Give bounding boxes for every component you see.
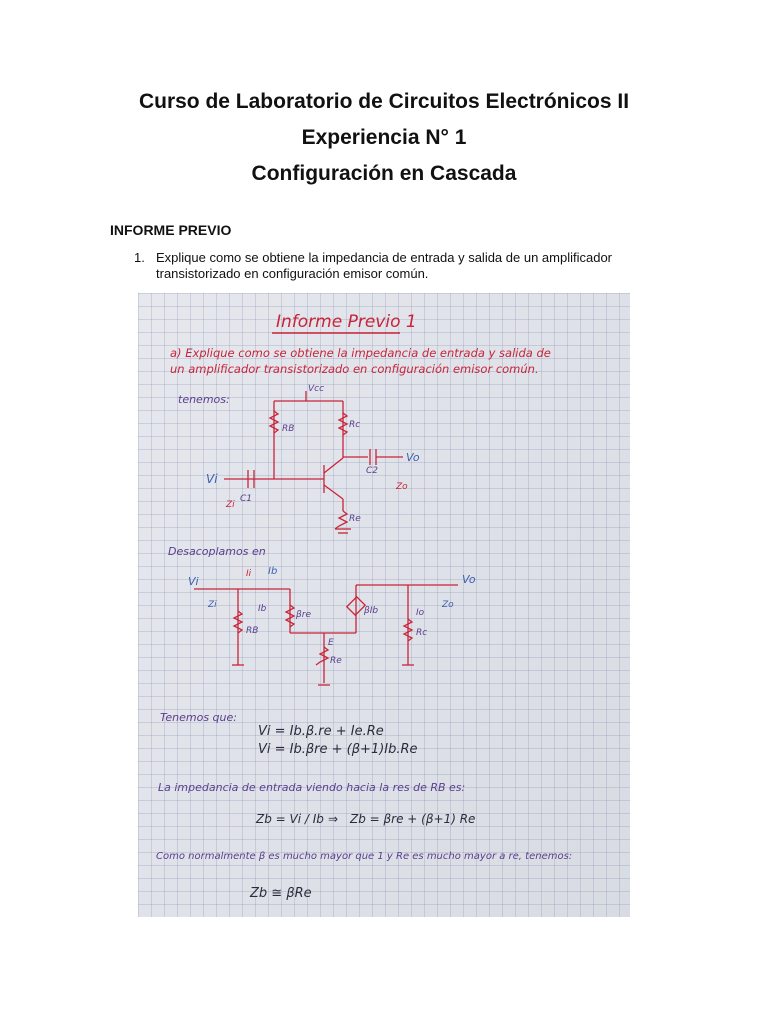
label-beta-re: βre bbox=[296, 610, 311, 620]
zb-equation-arrow: ⇒ bbox=[328, 812, 339, 826]
label-zo: Zo bbox=[396, 482, 408, 492]
label-tenemos: tenemos: bbox=[178, 393, 230, 406]
label-vo-2: Vo bbox=[462, 573, 476, 586]
label-zo-2: Zo bbox=[442, 600, 454, 610]
label-zi: Zi bbox=[226, 500, 235, 510]
label-vcc: Vcc bbox=[308, 384, 325, 394]
label-rb-2: RB bbox=[246, 626, 259, 636]
question-item bbox=[134, 250, 664, 282]
label-rb: RB bbox=[282, 424, 295, 434]
label-c1: C1 bbox=[240, 494, 253, 504]
zb-equation-right: Zb = βre + (β+1) Re bbox=[350, 812, 476, 826]
notes-title: Informe Previo 1 bbox=[276, 312, 417, 332]
document-title bbox=[0, 84, 768, 192]
label-e: E bbox=[328, 638, 334, 648]
label-c2: C2 bbox=[366, 466, 379, 476]
label-vi-2: Vi bbox=[188, 575, 199, 588]
zb-equation-left: Zb = Vi / Ib bbox=[256, 812, 324, 826]
label-ii: Ii bbox=[246, 569, 252, 579]
label-desacoplamos: Desacoplamos en bbox=[168, 545, 266, 558]
label-vi: Vi bbox=[206, 472, 218, 486]
label-zi-2: Zi bbox=[208, 600, 217, 610]
handwritten-notes-drawing bbox=[138, 293, 630, 917]
label-ib-top: Ib bbox=[268, 566, 278, 577]
impedance-text: La impedancia de entrada viendo hacia la res de RB es: bbox=[158, 781, 466, 794]
equation-1: Vi = Ib.β.re + Ie.Re bbox=[258, 724, 384, 739]
question-text: Explique como se obtiene la impedancia de entrada y salida de un amplificador transistorizado en configuración emisor común. bbox=[156, 250, 613, 281]
label-vo: Vo bbox=[406, 451, 420, 464]
handwritten-notes-photo bbox=[138, 293, 630, 917]
label-beta-ib: βIb bbox=[364, 606, 379, 616]
zb-final: Zb ≅ βRe bbox=[250, 886, 312, 901]
question-number: 1. bbox=[134, 250, 145, 265]
label-io: Io bbox=[416, 608, 425, 618]
label-rc: Rc bbox=[349, 420, 361, 430]
normal-text: Como normalmente β es mucho mayor que 1 y Re es mucho mayor a re, tenemos: bbox=[156, 851, 573, 862]
label-ib-branch: Ib bbox=[258, 604, 267, 614]
notes-question-line2: un amplificador transistorizado en configuración emisor común. bbox=[170, 362, 539, 376]
equation-2: Vi = Ib.βre + (β+1)Ib.Re bbox=[258, 742, 418, 757]
label-tenemos-que: Tenemos que: bbox=[160, 711, 237, 724]
course-title: Curso de Laboratorio de Circuitos Electrónicos II bbox=[138, 90, 630, 113]
circuit-original bbox=[224, 391, 403, 533]
experience-title: Experiencia N° 1 bbox=[301, 126, 467, 149]
section-heading: INFORME PREVIO bbox=[110, 222, 232, 238]
label-rc-2: Rc bbox=[416, 628, 428, 638]
label-re-2: Re bbox=[330, 656, 342, 666]
notes-question-line1: a) Explique como se obtiene la impedancia de entrada y salida de bbox=[170, 346, 551, 360]
label-re: Re bbox=[349, 514, 361, 524]
configuration-title: Configuración en Cascada bbox=[251, 162, 517, 185]
